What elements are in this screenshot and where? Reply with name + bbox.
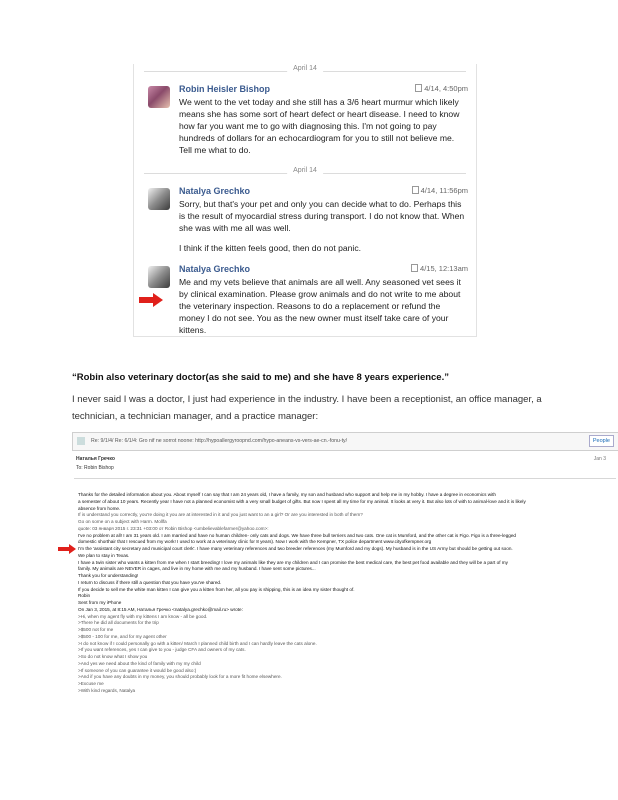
email-line: >There he did all documents for the trip bbox=[78, 620, 159, 626]
clock-icon bbox=[412, 186, 419, 194]
email-line: >If you want references, yes I can give to you - judge CFA and owners of my cats. bbox=[78, 647, 246, 653]
email-line: If is understand you correctly, you're doing it you are at interested in it and you just want to an a girl? Or are you interested in both of them? bbox=[78, 512, 363, 518]
email-line: Go on some on a subject with Harm. Mollfa bbox=[78, 519, 167, 524]
email-line: >And if you have any doubts in my money, you should probably look for a more fit home elsewhere. bbox=[78, 674, 282, 680]
avatar bbox=[148, 86, 170, 108]
email-line: >And yes we need about the kind of family with my my child bbox=[78, 660, 201, 666]
caption: “Robin also veterinary doctor(as she said to me) and she have 8 years experience.” bbox=[72, 372, 449, 383]
email-line: I return to discuss if there still a question that you have you've shared. bbox=[78, 579, 222, 585]
red-arrow-icon bbox=[57, 543, 77, 555]
body-paragraph: I never said I was a doctor, I just had experience in the industry. I have been a receptionist, an office manager, a technician, a technician manager, and a practice manager: bbox=[72, 394, 542, 422]
day-divider bbox=[144, 64, 466, 78]
email-date: Jan 3 bbox=[593, 456, 606, 462]
email-line: >$500 not for me bbox=[78, 627, 114, 632]
email-line: a semester of about 10 years. Recently year I have not a planned economist with a very small budget of gifts. But now I spent all my time for my animal. It looks at very it. But also lots of with to animal-love and it is likely bbox=[78, 498, 526, 504]
email-line: >Excuse me bbox=[78, 681, 104, 686]
email-line: I'm the 'assistant city secretary and municipal court clerk'. I have many veterinary references and two breeder references (my Mumford and my dogs). My husband is in the US Army but should be getting out soon. bbox=[78, 546, 513, 551]
email-to: To: Robin Bishop bbox=[76, 465, 114, 471]
day-label: April 14 bbox=[287, 65, 323, 72]
message-time: 4/15, 12:13am bbox=[411, 264, 468, 273]
email-line: >$500 - 100 for me, and for my agent other bbox=[78, 633, 167, 639]
email-line: I have a twin sister who wants a kitten from me when I start breeding! I love my animals like they are my children and I can promise the best medical care, the best pet food available and they will be a part of my bbox=[78, 559, 508, 565]
message-time: 4/14, 11:56pm bbox=[412, 186, 468, 195]
email-line: Robin bbox=[78, 593, 91, 599]
email-line: We plan to stay in Texas. bbox=[78, 552, 130, 558]
message-text: Sorry, but that's your pet and only you can decide what to do. Perhaps this is the result of myocardial stress during transport. I do not know that. When she was with me all was well. bbox=[179, 199, 465, 233]
day-label: April 14 bbox=[287, 167, 323, 174]
chat-message bbox=[134, 186, 476, 254]
email-line: Thanks for the detailed information about you. About myself I can say that I am 24 years old, I have a family, my son and husband who support and help me in my hobby. I have a degree in economics with bbox=[78, 492, 496, 497]
email-line: >If someone of you can guarantee it would be good also:) bbox=[78, 667, 197, 673]
clock-icon bbox=[411, 264, 418, 272]
message-text: We went to the vet today and she still has a 3/6 heart murmur which likely means she has some sort of heart defect or heart disease. I need to know how far you want me to go with diagnosing this. I'm not going to pay hundreds of dollars for an echocardiogram for you to still not believe me. Tell me what to do. bbox=[179, 97, 460, 155]
email-line: >Hi, when my agent fly with my kittens I am know - all be good. bbox=[78, 613, 208, 619]
people-button[interactable]: People bbox=[589, 435, 614, 447]
message-author[interactable]: Natalya Grechko bbox=[179, 264, 251, 274]
email-line: >So do not know what I show you bbox=[78, 654, 148, 659]
email-line: quote: 03 января 2015 г. 23:31 +03:00 от Robin Bishop <umbelievablefarmer@yahoo.com>: bbox=[78, 525, 269, 531]
email-subject-bar bbox=[72, 432, 618, 451]
clock-icon bbox=[415, 84, 422, 92]
message-author[interactable]: Robin Heisler Bishop bbox=[179, 84, 271, 94]
email-line: If you decide to sell me the white man kitten I can give you a kitten from her, all you pay is shipping, this is an idea my sister thought of. bbox=[78, 586, 355, 592]
avatar bbox=[148, 266, 170, 288]
email-line: Sent from my iPhone bbox=[78, 600, 122, 605]
page-icon bbox=[77, 437, 85, 445]
email-screenshot bbox=[72, 432, 618, 790]
email-url[interactable]: Re: 9/1/4/ Re: 6/1/4: Gro nif ne sorrot noone: http://hypoallergyroopnd.com/hypo-aneans-vs-vers-ae-cn.-fonu-ty/ bbox=[91, 438, 348, 444]
email-line: >I do not know if I could personally go with a kitten/ March I planned child birth and I can hardly leave the cats alone. bbox=[78, 640, 317, 646]
message-time: 4/14, 4:50pm bbox=[415, 84, 468, 93]
email-line: >With kind regards, Natalya bbox=[78, 687, 136, 693]
email-line: Thank you for understanding! bbox=[78, 573, 139, 578]
red-arrow-icon bbox=[138, 292, 164, 308]
message-text: I think if the kitten feels good, then do not panic. bbox=[179, 243, 362, 253]
chat-screenshot bbox=[133, 64, 477, 337]
chat-message bbox=[134, 84, 476, 156]
divider bbox=[74, 478, 616, 479]
email-line: On Jan 3, 2015, at 8:15 AM, Наталья Гречко <natalya.grechko@mail.ru> wrote: bbox=[78, 606, 243, 612]
email-from: Наталья Гречко bbox=[76, 456, 115, 462]
message-author[interactable]: Natalya Grechko bbox=[179, 186, 251, 196]
avatar bbox=[148, 188, 170, 210]
message-text: Me and my vets believe that animals are all well. Any seasoned vet sees it by clinical examination. Please grow animals and do not write to me about the veterinary inspection. Reasons to do a replacement or refund the money I do not see. You as the new owner must itself take care of your kittens. bbox=[179, 277, 461, 335]
email-line: absence from home. bbox=[78, 505, 121, 511]
chat-message bbox=[134, 264, 476, 336]
email-line: domestic shorthair that I rescued from my work! I used to work at a veterinary clinic for 8 years). Now I work with the Kempner, TX police department www.cityofkempner.org bbox=[78, 539, 432, 545]
email-line: I've no problem at all! I am 31 years old. I am married and have no human children- only cats and dogs. We have three bull terriers and two cats. One cat is Mumford, and the other cat is Figo. Figo is a three-legged bbox=[78, 532, 517, 538]
day-divider bbox=[144, 166, 466, 180]
email-body bbox=[78, 492, 618, 695]
email-line: family. My animals are NEVER in cages, and live in my home with me and my husband. I have sent some pictures... bbox=[78, 566, 316, 572]
